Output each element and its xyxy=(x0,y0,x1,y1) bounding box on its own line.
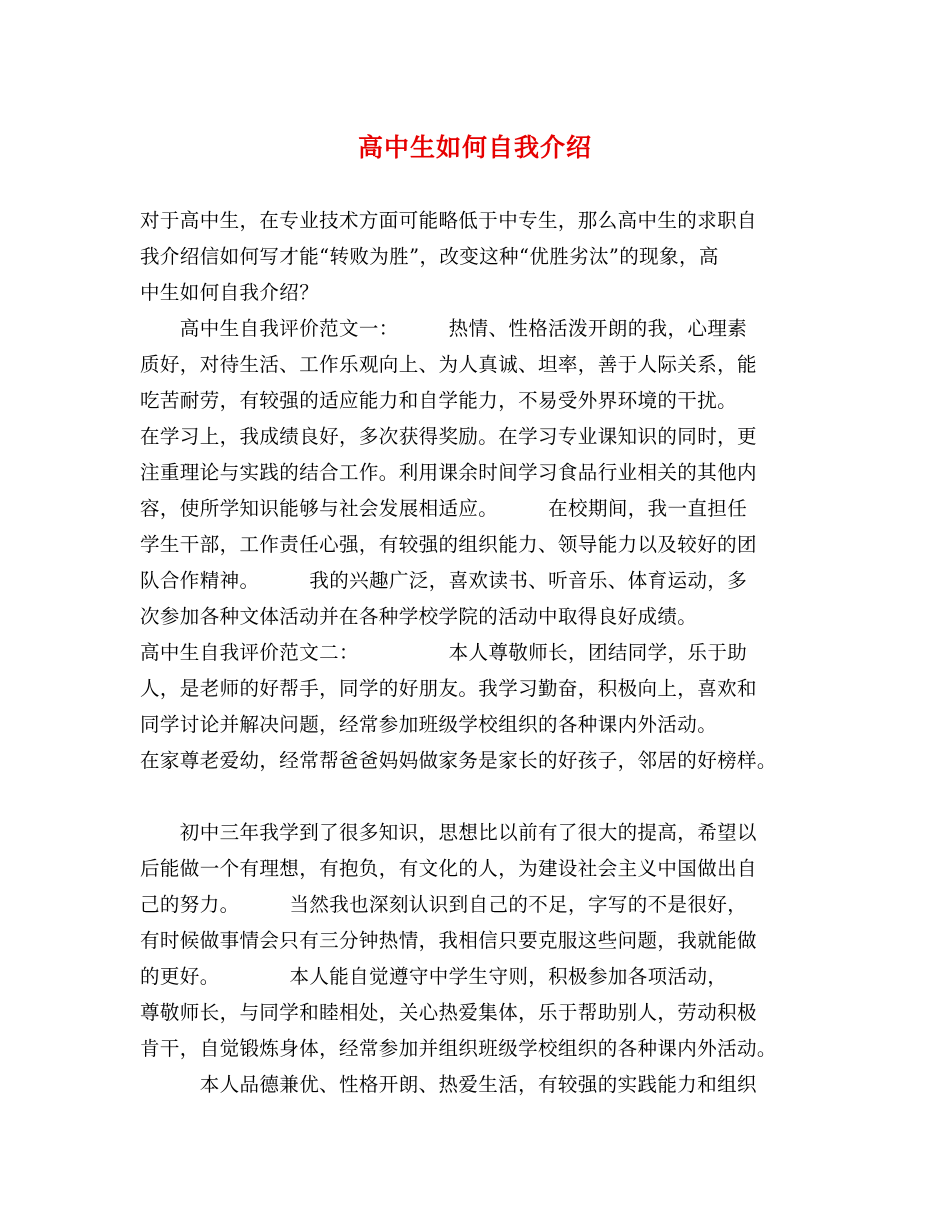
body-line: 对于高中生，在专业技术方面可能略低于中专生，那么高中生的求职自 xyxy=(140,209,757,232)
body-line: 容，使所学知识能够与社会发展相适应。 在校期间，我一直担任 xyxy=(140,497,748,520)
body-line: 吃苦耐劳，有较强的适应能力和自学能力，不易受外界环境的干扰。 xyxy=(140,389,738,412)
body-line: 尊敬师长，与同学和睦相处，关心热爱集体，乐于帮助别人，劳动积极 xyxy=(140,1001,757,1024)
body-line: 同学讨论并解决问题，经常参加班级学校组织的各种课内外活动。 xyxy=(140,713,718,736)
body-line: 次参加各种文体活动并在各种学校学院的活动中取得良好成绩。 xyxy=(140,605,698,628)
body-line: 后能做一个有理想，有抱负，有文化的人，为建设社会主义中国做出自 xyxy=(140,857,757,880)
body-line: 本人品德兼优、性格开朗、热爱生活，有较强的实践能力和组织 xyxy=(140,1073,757,1096)
body-line: 己的努力。 当然我也深刻认识到自己的不足，字写的不是很好， xyxy=(140,893,748,916)
body-line: 学生干部，工作责任心强，有较强的组织能力、领导能力以及较好的团 xyxy=(140,533,757,556)
body-line: 高中生自我评价范文二： 本人尊敬师长，团结同学，乐于助 xyxy=(140,641,748,664)
body-line: 在学习上，我成绩良好，多次获得奖励。在学习专业课知识的同时，更 xyxy=(140,425,757,448)
body-line: 初中三年我学到了很多知识，思想比以前有了很大的提高，希望以 xyxy=(140,821,757,844)
body-line: 在家尊老爱幼，经常帮爸爸妈妈做家务是家长的好孩子，邻居的好榜样。 xyxy=(140,749,777,772)
document-title: 高中生如何自我介绍 xyxy=(357,133,592,162)
body-line: 中生如何自我介绍？ xyxy=(140,281,320,304)
body-line: 肯干，自觉锻炼身体，经常参加并组织班级学校组织的各种课内外活动。 xyxy=(140,1037,777,1060)
body-line: 注重理论与实践的结合工作。利用课余时间学习食品行业相关的其他内 xyxy=(140,461,757,484)
body-line: 质好，对待生活、工作乐观向上、为人真诚、坦率，善于人际关系，能 xyxy=(140,353,757,376)
body-line: 队合作精神。 我的兴趣广泛，喜欢读书、听音乐、体育运动，多 xyxy=(140,569,748,592)
body-line: 的更好。 本人能自觉遵守中学生守则，积极参加各项活动， xyxy=(140,965,728,988)
body-line: 我介绍信如何写才能“转败为胜”，改变这种“优胜劣汰”的现象，高 xyxy=(140,245,719,268)
body-line: 有时候做事情会只有三分钟热情，我相信只要克服这些问题，我就能做 xyxy=(140,929,757,952)
body-line: 高中生自我评价范文一： 热情、性格活泼开朗的我，心理素 xyxy=(140,317,748,340)
body-line: 人，是老师的好帮手，同学的好朋友。我学习勤奋，积极向上，喜欢和 xyxy=(140,677,757,700)
